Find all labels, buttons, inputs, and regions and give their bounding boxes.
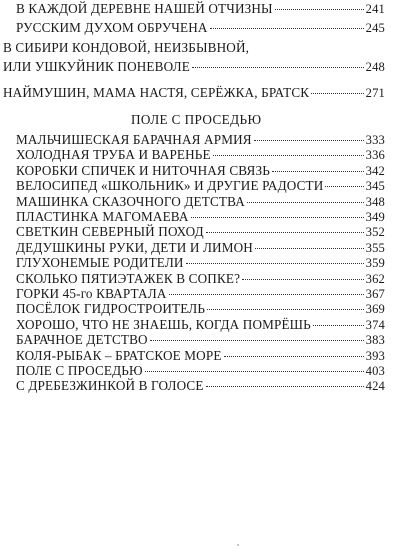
toc-entry (16, 348, 385, 364)
toc-entry-page: 383 (365, 333, 385, 348)
toc-entry (16, 286, 385, 302)
dot-leader (206, 386, 364, 387)
toc-entry (16, 271, 385, 287)
toc-entry-title: НАЙМУШИН, МАМА НАСТЯ, СЕРЁЖКА, БРАТСК (3, 85, 310, 100)
dot-leader (242, 279, 364, 280)
toc-entry-page: 245 (365, 21, 385, 35)
toc-entry (16, 20, 385, 36)
toc-entry-page: 342 (365, 163, 385, 178)
toc-entry-title: СКОЛЬКО ПЯТИЭТАЖЕК В СОПКЕ? (16, 270, 241, 286)
toc-entry (16, 332, 385, 348)
toc-entry-title: ПОЛЕ С ПРОСЕДЬЮ (16, 363, 143, 378)
toc-entry (16, 240, 385, 256)
print-speck (237, 544, 239, 546)
toc-entry-page: 403 (365, 364, 385, 378)
toc-entry-title: ГЛУХОНЕМЫЕ РОДИТЕЛИ (16, 255, 184, 271)
toc-entry (16, 194, 385, 210)
toc-entry-title: БАРАЧНОЕ ДЕТСТВО (16, 332, 148, 348)
toc-entry (16, 163, 385, 179)
dot-leader (145, 371, 364, 372)
dot-leader (192, 67, 364, 68)
toc-entry-title: ПЛАСТИНКА МАГОМАЕВА (16, 209, 189, 224)
toc-entry-page: 367 (365, 287, 385, 301)
dot-leader (313, 325, 364, 326)
toc-entry-title: ДЕДУШКИНЫ РУКИ, ДЕТИ И ЛИМОН (16, 239, 253, 255)
toc-entry-page: 424 (365, 379, 385, 394)
dot-leader (150, 340, 364, 341)
toc-entry-title: КОРОБКИ СПИЧЕК И НИТОЧНАЯ СВЯЗЬ (16, 162, 270, 178)
dot-leader (255, 248, 364, 249)
toc-entry-page: 393 (365, 348, 385, 363)
dot-leader (224, 356, 364, 357)
toc-entry-title: ГОРКИ 45-го КВАРТАЛА (16, 286, 167, 301)
toc-entry (16, 255, 385, 271)
toc-entry-page: 374 (365, 317, 385, 332)
toc-entry-page: 248 (365, 60, 385, 74)
toc-entry-page: 271 (365, 86, 385, 100)
dot-leader (272, 171, 364, 172)
toc-entry-page: 345 (365, 179, 385, 194)
toc-entry (3, 59, 385, 75)
toc-entry-title: ХОРОШО, ЧТО НЕ ЗНАЕШЬ, КОГДА ПОМРЁШЬ (16, 316, 311, 332)
dot-leader (191, 217, 364, 218)
dot-leader (206, 232, 364, 233)
toc-entry-page: 348 (365, 194, 385, 209)
dot-leader (275, 9, 364, 10)
dot-leader (186, 263, 364, 264)
toc-entry-page: 359 (365, 256, 385, 271)
dot-leader (213, 155, 364, 156)
toc-entry-title: МАЛЬЧИШЕСКАЯ БАРАЧНАЯ АРМИЯ (16, 132, 252, 147)
toc-entry-title: ХОЛОДНАЯ ТРУБА И ВАРЕНЬЕ (16, 147, 211, 163)
toc-entry-title: ИЛИ УШКУЙНИК ПОНЕВОЛЕ (3, 59, 190, 74)
toc-entry (16, 1, 385, 17)
toc-entry (16, 378, 385, 394)
toc-entry-page: 349 (365, 210, 385, 224)
toc-entry-page: 352 (365, 225, 385, 240)
toc-entry-page: 241 (365, 2, 385, 16)
dot-leader (311, 93, 363, 94)
toc-entry-page: 362 (365, 271, 385, 286)
toc-entry-page: 333 (365, 133, 385, 147)
toc-entry (16, 147, 385, 163)
toc-entry (16, 209, 385, 225)
toc-entry-title: С ДРЕБЕЗЖИНКОЙ В ГОЛОСЕ (16, 378, 204, 394)
toc-entry-title: В КАЖДОЙ ДЕРЕВНЕ НАШЕЙ ОТЧИЗНЫ (16, 1, 273, 16)
dot-leader (325, 186, 363, 187)
toc-entry-page: 369 (365, 302, 385, 317)
dot-leader (247, 202, 364, 203)
toc-entry (16, 363, 385, 379)
toc-entry-title: МАШИНКА СКАЗОЧНОГО ДЕТСТВА (16, 193, 245, 209)
toc-entry (16, 224, 385, 240)
toc-entry (16, 301, 385, 317)
toc-entry (16, 178, 385, 194)
toc-entry (16, 317, 385, 333)
toc-entry (16, 132, 385, 148)
dot-leader (207, 309, 364, 310)
section-title: ПОЛЕ С ПРОСЕДЬЮ (131, 112, 262, 127)
toc-entry-title: СВЕТКИН СЕВЕРНЫЙ ПОХОД (16, 224, 204, 240)
toc-entry (3, 85, 385, 101)
dot-leader (210, 28, 364, 29)
toc-entry-title: КОЛЯ-РЫБАК – БРАТСКОЕ МОРЕ (16, 347, 222, 363)
toc-entry-title: РУССКИМ ДУХОМ ОБРУЧЕНА (16, 20, 208, 35)
toc-entry-title: ПОСЁЛОК ГИДРОСТРОИТЕЛЬ (16, 301, 206, 317)
toc-entry-title: ВЕЛОСИПЕД «ШКОЛЬНИК» И ДРУГИЕ РАДОСТИ (16, 178, 324, 194)
toc-entry-page: 336 (365, 148, 385, 163)
toc-entry-page: 355 (365, 240, 385, 255)
toc-entry-title-line: В СИБИРИ КОНДОВОЙ, НЕИЗБЫВНОЙ, (3, 40, 250, 55)
dot-leader (254, 140, 364, 141)
dot-leader (169, 294, 364, 295)
